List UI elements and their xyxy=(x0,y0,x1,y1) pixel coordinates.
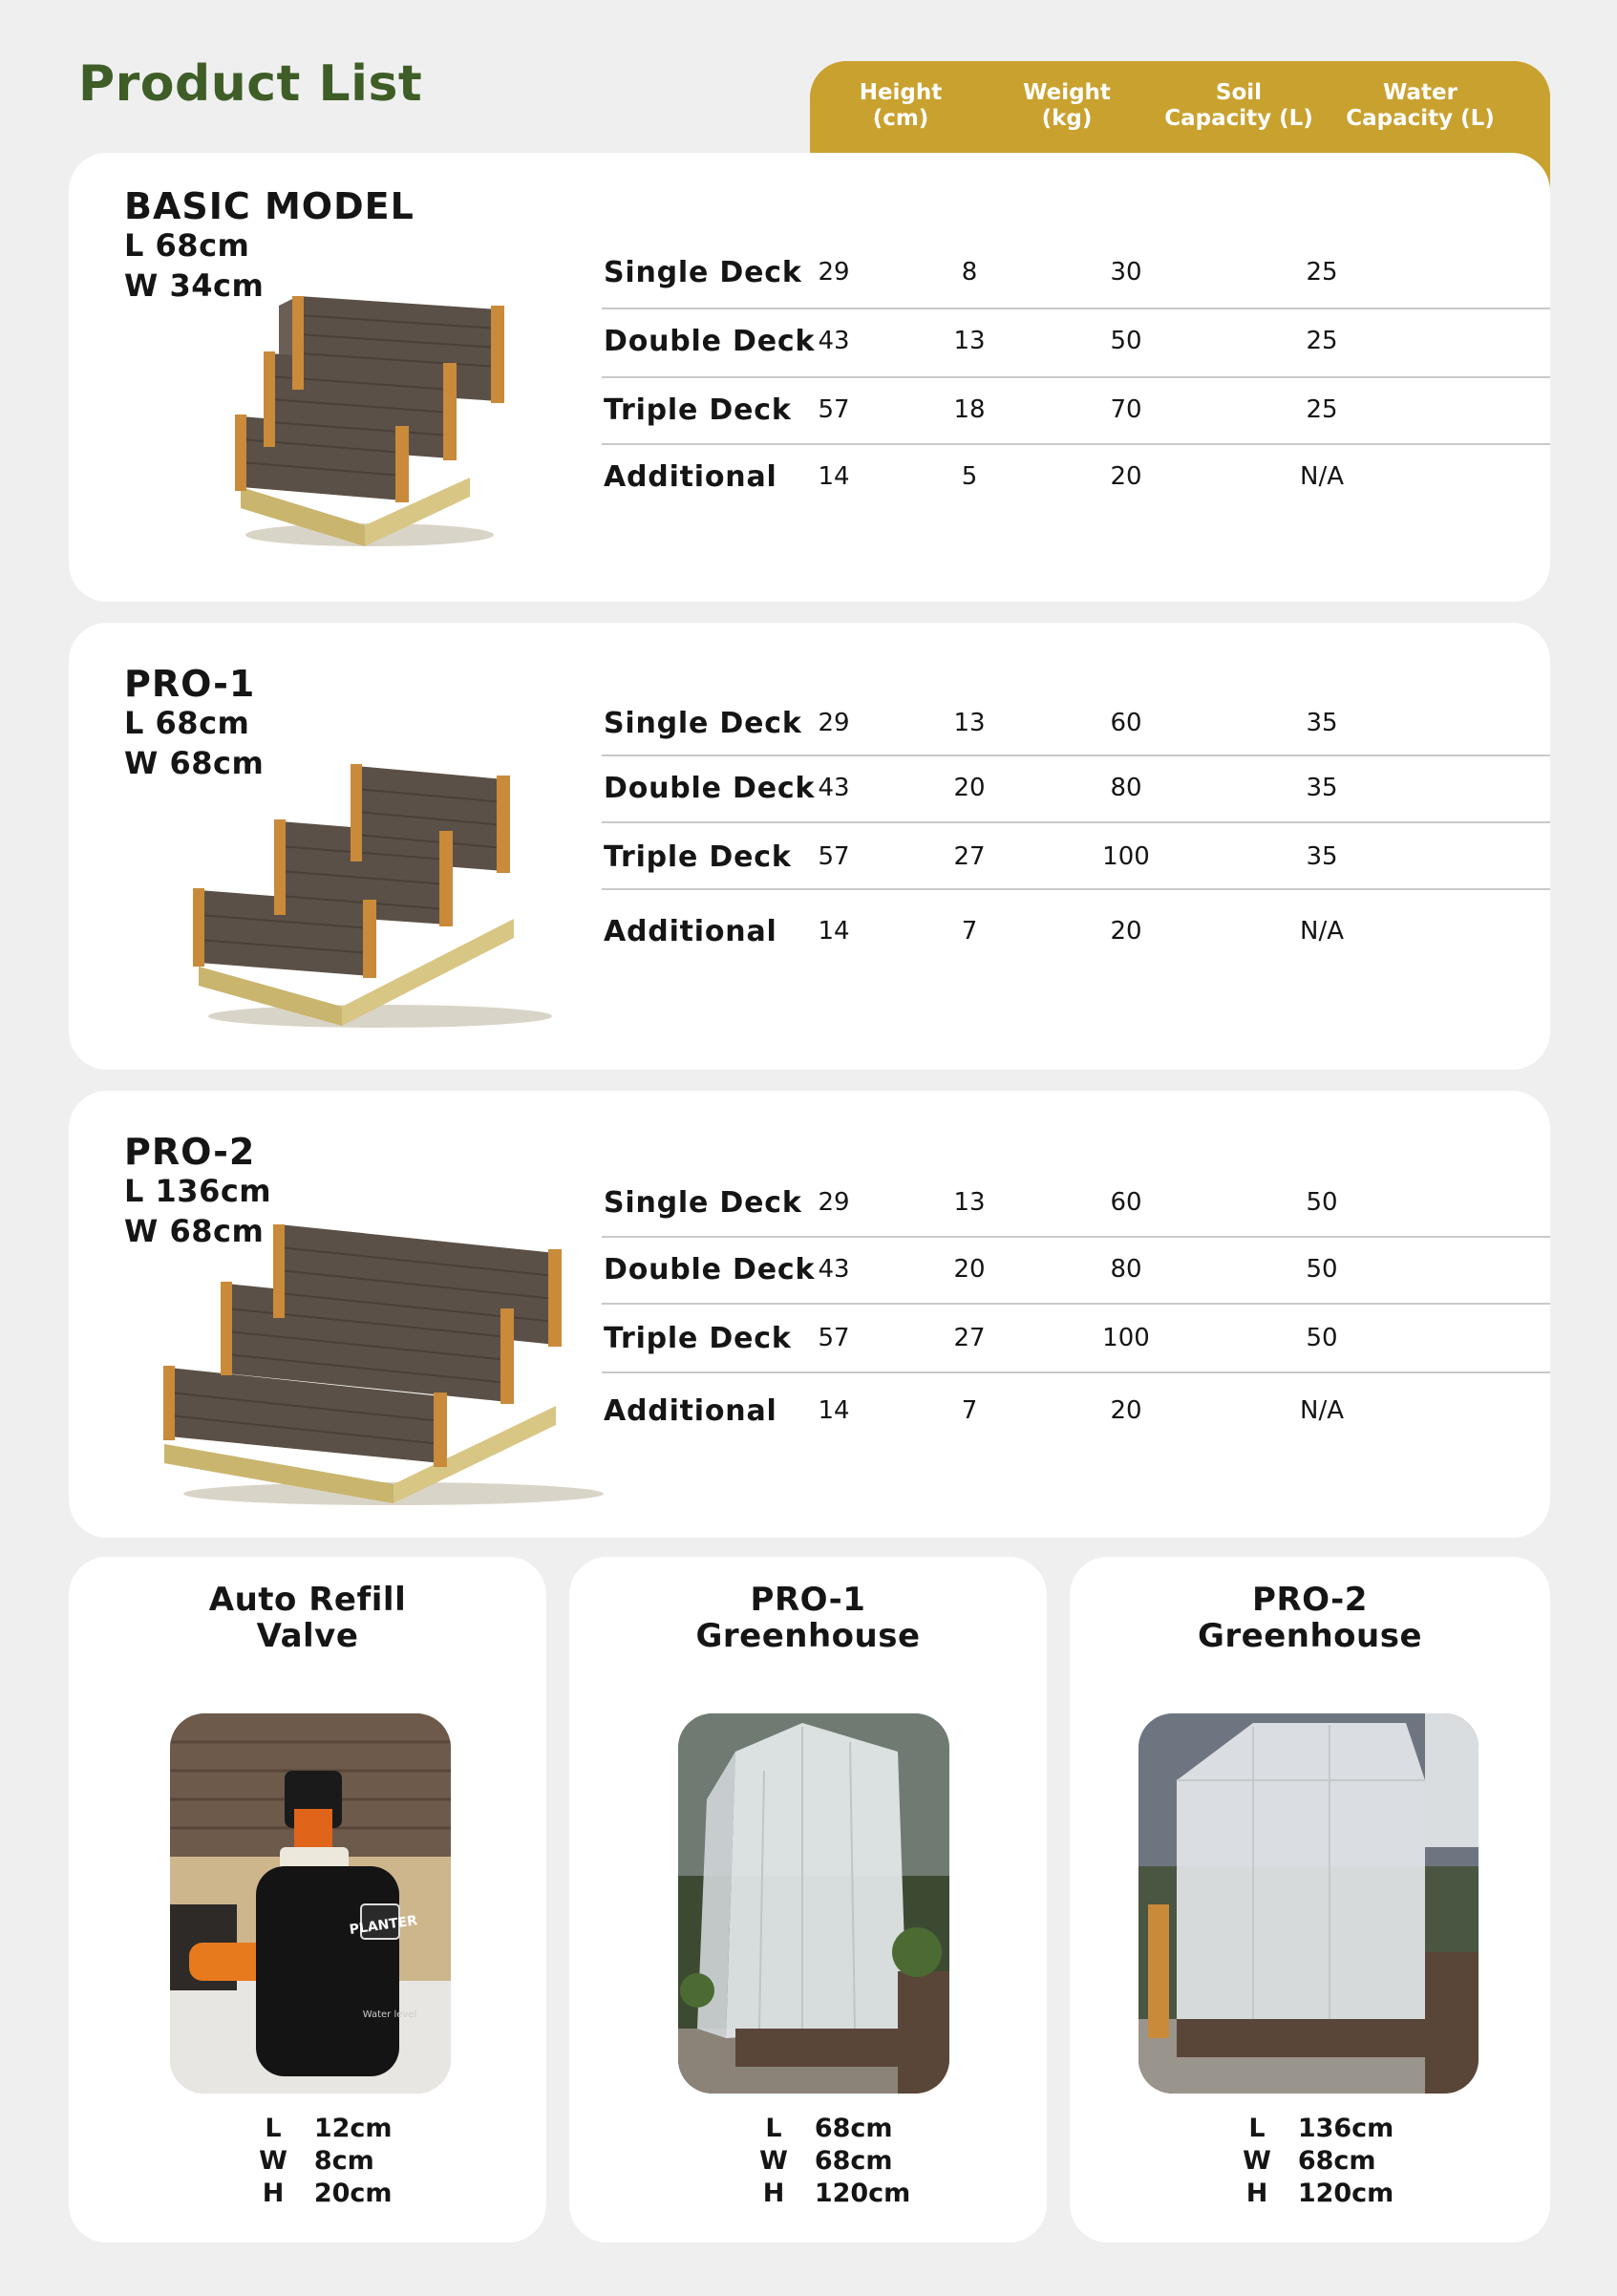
cell-height: 14 xyxy=(818,462,850,491)
row-label: Additional xyxy=(604,915,777,948)
cell-weight: 18 xyxy=(953,395,986,424)
spec-label: W xyxy=(259,2146,287,2176)
cell-soil: 70 xyxy=(1110,395,1142,424)
cell-water: 50 xyxy=(1306,1324,1338,1352)
model-name: PRO-1 xyxy=(124,663,256,705)
page-title: Product List xyxy=(78,55,423,113)
cell-water: N/A xyxy=(1300,462,1344,491)
cell-weight: 27 xyxy=(953,842,986,871)
row-divider xyxy=(602,755,1550,756)
cell-soil: 20 xyxy=(1110,462,1142,491)
cell-soil: 100 xyxy=(1102,842,1150,871)
cell-height: 57 xyxy=(818,842,850,871)
model-length: L 68cm xyxy=(124,227,250,264)
spec-label: H xyxy=(262,2179,285,2208)
cell-weight: 20 xyxy=(953,1255,986,1284)
cell-water: N/A xyxy=(1300,917,1344,946)
accessory-title-line2: Greenhouse xyxy=(695,1617,921,1655)
row-label: Single Deck xyxy=(604,1186,802,1220)
row-divider xyxy=(602,376,1550,378)
cell-soil: 50 xyxy=(1110,327,1142,355)
col-header-height-line1: Height xyxy=(859,80,943,105)
accessory-card-auto-refill-valve xyxy=(69,1557,546,2243)
basic-model-planter-image xyxy=(222,296,518,554)
pro-1-greenhouse-photo xyxy=(678,1713,949,2094)
row-divider xyxy=(602,1236,1550,1238)
auto-refill-valve-caption: Water level xyxy=(362,2009,417,2020)
col-header-water xyxy=(1330,80,1511,132)
row-divider xyxy=(602,888,1550,890)
spec-label: W xyxy=(1243,2146,1271,2176)
row-divider xyxy=(602,821,1550,823)
model-name: PRO-2 xyxy=(124,1131,256,1173)
row-label: Additional xyxy=(604,460,777,494)
spec-label: L xyxy=(1248,2114,1266,2143)
spec-value: 120cm xyxy=(1297,2179,1394,2208)
spec-label: L xyxy=(765,2114,782,2143)
spec-label: H xyxy=(762,2179,785,2208)
cell-soil: 60 xyxy=(1110,709,1142,737)
cell-water: 25 xyxy=(1306,258,1338,287)
cell-weight: 7 xyxy=(961,1396,978,1425)
accessory-card-pro-2-greenhouse xyxy=(1070,1557,1550,2243)
cell-weight: 20 xyxy=(953,774,986,802)
auto-refill-valve-photo xyxy=(170,1713,451,2094)
cell-height: 43 xyxy=(818,774,850,802)
accessory-title-line1: PRO-2 xyxy=(1252,1581,1368,1619)
spec-list xyxy=(250,2113,393,2210)
row-label: Single Deck xyxy=(604,707,802,740)
pro-1-planter-image xyxy=(189,756,590,1033)
cell-height: 14 xyxy=(818,1396,850,1425)
spec-value: 12cm xyxy=(313,2114,393,2143)
cell-water: 50 xyxy=(1306,1255,1338,1284)
cell-height: 29 xyxy=(818,709,850,737)
cell-height: 43 xyxy=(818,327,850,355)
row-divider xyxy=(602,1371,1550,1373)
spec-value: 136cm xyxy=(1297,2114,1394,2143)
spec-label: L xyxy=(265,2114,282,2143)
row-label: Single Deck xyxy=(604,256,802,289)
model-width: W 68cm xyxy=(124,745,265,781)
cell-soil: 30 xyxy=(1110,258,1142,287)
spec-value: 120cm xyxy=(814,2179,911,2208)
cell-weight: 13 xyxy=(953,327,986,355)
cell-weight: 8 xyxy=(961,258,978,287)
model-card-basic xyxy=(69,153,1550,602)
accessory-title-line2: Greenhouse xyxy=(1197,1617,1423,1655)
col-header-weight-line1: Weight xyxy=(1023,80,1111,105)
row-divider xyxy=(602,1303,1550,1305)
auto-refill-valve-brand-text: PLANTER xyxy=(348,1913,419,1938)
spec-value: 68cm xyxy=(814,2114,893,2143)
col-header-water-line1: Water xyxy=(1382,80,1457,105)
spec-list xyxy=(751,2113,910,2210)
cell-soil: 100 xyxy=(1102,1324,1150,1352)
col-header-soil-line1: Soil xyxy=(1215,80,1263,105)
cell-height: 43 xyxy=(818,1255,850,1284)
cell-height: 29 xyxy=(818,1188,850,1217)
cell-height: 29 xyxy=(818,258,850,287)
pro-2-greenhouse-photo xyxy=(1138,1713,1479,2094)
cell-soil: 20 xyxy=(1110,917,1142,946)
cell-weight: 27 xyxy=(953,1324,986,1352)
col-header-height xyxy=(810,80,991,132)
spec-value: 20cm xyxy=(313,2179,393,2208)
row-label: Triple Deck xyxy=(604,1322,792,1355)
model-name: BASIC MODEL xyxy=(124,185,415,227)
accessory-title-line1: Auto Refill xyxy=(208,1581,407,1619)
col-header-soil xyxy=(1148,80,1330,132)
cell-soil: 20 xyxy=(1110,1396,1142,1425)
row-divider xyxy=(602,443,1550,445)
row-label: Double Deck xyxy=(604,772,816,805)
cell-height: 57 xyxy=(818,395,850,424)
spec-label: H xyxy=(1245,2179,1268,2208)
spec-value: 68cm xyxy=(1297,2146,1376,2176)
pro-2-planter-image xyxy=(155,1224,632,1511)
row-label: Additional xyxy=(604,1394,777,1428)
cell-water: N/A xyxy=(1300,1396,1344,1425)
model-card-pro-1 xyxy=(69,623,1550,1070)
model-length: L 136cm xyxy=(124,1173,272,1209)
spec-value: 68cm xyxy=(814,2146,893,2176)
cell-weight: 7 xyxy=(961,917,978,946)
col-header-water-line2: Capacity (L) xyxy=(1346,106,1495,131)
cell-height: 14 xyxy=(818,917,850,946)
row-label: Triple Deck xyxy=(604,393,792,427)
cell-weight: 13 xyxy=(953,1188,986,1217)
model-width: W 68cm xyxy=(124,1213,265,1249)
accessory-title-line2: Valve xyxy=(256,1617,359,1655)
cell-water: 35 xyxy=(1306,774,1338,802)
cell-weight: 5 xyxy=(961,462,978,491)
model-card-pro-2 xyxy=(69,1091,1550,1538)
model-width: W 34cm xyxy=(124,267,265,304)
spec-label: W xyxy=(759,2146,788,2176)
row-label: Double Deck xyxy=(604,1253,816,1286)
cell-water: 35 xyxy=(1306,842,1338,871)
cell-soil: 80 xyxy=(1110,1255,1142,1284)
cell-water: 35 xyxy=(1306,709,1338,737)
row-label: Triple Deck xyxy=(604,840,792,874)
col-header-soil-line2: Capacity (L) xyxy=(1164,106,1313,131)
row-label: Double Deck xyxy=(604,325,816,358)
col-header-height-line2: (cm) xyxy=(872,106,929,131)
row-divider xyxy=(602,308,1550,309)
spec-value: 8cm xyxy=(313,2146,374,2176)
accessory-title-line1: PRO-1 xyxy=(750,1581,866,1619)
accessory-card-pro-1-greenhouse xyxy=(569,1557,1047,2243)
cell-weight: 13 xyxy=(953,709,986,737)
cell-soil: 60 xyxy=(1110,1188,1142,1217)
cell-water: 25 xyxy=(1306,327,1338,355)
col-header-weight-line2: (kg) xyxy=(1041,106,1093,131)
cell-water: 50 xyxy=(1306,1188,1338,1217)
cell-soil: 80 xyxy=(1110,774,1142,802)
cell-water: 25 xyxy=(1306,395,1338,424)
model-length: L 68cm xyxy=(124,705,250,741)
cell-height: 57 xyxy=(818,1324,850,1352)
spec-list xyxy=(1234,2113,1394,2210)
col-header-weight xyxy=(976,80,1158,132)
